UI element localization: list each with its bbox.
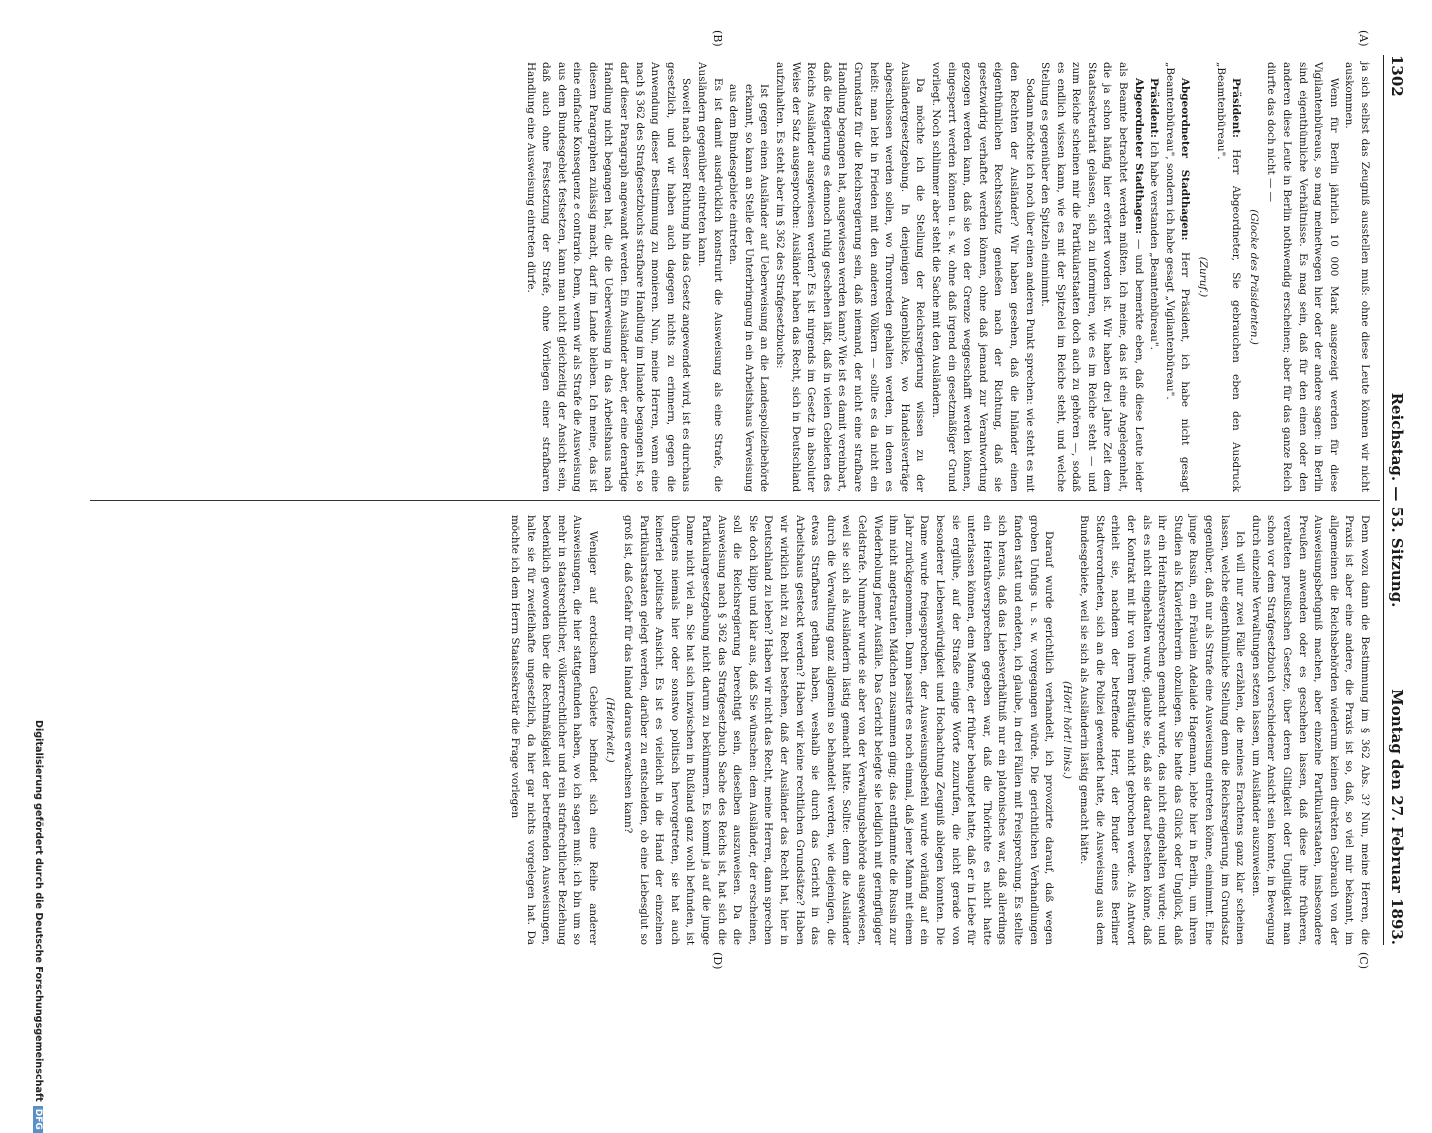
credit-text: Digitalisierung gefördert durch die Deutsche Forschungsgemeinschaft xyxy=(33,720,44,1102)
session-date: Montag den 27. Februar 1893. xyxy=(1388,689,1406,945)
paragraph: Darauf wurde gerichtlich verhandelt, ich provozirte darauf, daß wegen groben Unfugs u. s. w. vorgegangen würde. Die gerichtlichen Verhandlungen fanden statt und endeten, ich glaube, in drei Fällen mit Freisprechung. Es stellte sich heraus, daß das Liebesverhältniß nur ein platonisches war, daß allerdings ein Heirathsversprechen gegeben war, daß die Thörichte es nicht hatte unterlassen können, dem Manne, der früher behauptet hatte, daß er in Liebe für sie erglühe, auf der Straße einige Worte zuzurufen, die nicht gerade von besonderer Liebenswürdigkeit und Hochachtung Zeugniß ablegen konnten. Die Dame wurde freigesprochen, der Ausweisungsbefehl wurde vorläufig auf ein Jahr zurückgenommen. Dann passirte es noch einmal, daß jener Mann mit einem ihm nicht angetrauten Mädchen zusammen ging; das entflammte die Russin zur Wiederholung jener Ausfälle. Das Gericht belegte sie lediglich mit geringfügiger Geldstrafe. Nunmehr wurde sie aber von der Verwaltungsbehörde ausgewiesen, weil sie sich als Ausländerin lästig gemacht hätte. Sollte: denn die Ausländer durch die Verwaltung ganz allgemein so behandelt werden, wie diejenigen, die etwas Strafbares gethan haben, weshalb sie durch das Gericht in das Arbeitshaus gesteckt werden? Haben wir keine rechtlichen Grundsätze? Haben wir wirklich nicht zu Recht bestehen, daß der Ausländer das Recht hat, hier in Deutschland zu leben? Haben wir nicht das Recht, meine Herren, dann sprechen Sie doch klipp und klar aus, daß Sie wünschen: dem Ausländer, der erscheinen, soll die Reichsregierung berechtigt sein, dieselben auszuweisen. Da die Ausweisung nach § 362 das Strafgesetzbuch Sache des Reichs ist, hat sich die Partikulargesetzgebung nicht darum zu bekümmern. Es kommt ja auf die junge Dame nicht viel an. Sie hat sich inzwischen in Rußland ganz wohl befunden, ist übrigens niemals hier oder sonstwo politisch hervorgetreten, sie hat auch keinerlei politische Ansicht. Es ist es vielleicht in die Hand der einzelnen Partikularstaaten gelegt werden, darüber zu entscheiden, ob eine Liebesglut so groß ist, daß Gefahr für das Inland daraus erwachsen kann? xyxy=(622,515,1056,945)
left-column xyxy=(522,62,1372,492)
speaker-name: Abgeordneter Stadthagen: xyxy=(1132,78,1145,234)
session-title: Reichstag. — 53. Sitzung. xyxy=(1388,392,1406,608)
page-number: 1302 xyxy=(1388,55,1406,97)
paragraph: Weniger auf erotischem Gebiete befindet sich eine Reihe anderer Ausweisungen, die hier stattgefunden haben, wo ich sagen muß: ich bin um so mehr in staatsrechtlicher, völkerrechtlicher und rein strafrechtlicher Beziehung bedenklich geworden über die Rechtmäßigkeit der betreffenden Ausweisungen, halte sie für zweifelhafte ungesetzlich, da hier gar nichts vorgelegen hat. Da möchte ich dem Herrn Staatssekretär die Frage vorlegen xyxy=(508,515,599,945)
paragraph: Es ist damit ausdrücklich konstruirt die Ausweisung als eine Strafe, die Ausländern gegenüber eintreten kann. xyxy=(696,62,724,492)
margin-marker-a: (A) xyxy=(1357,30,1370,47)
speaker-name: Abgeordneter Stadthagen: xyxy=(1179,78,1192,241)
speaker-name: Präsident: xyxy=(1148,78,1161,138)
speech-paragraph xyxy=(1161,62,1192,492)
margin-marker-b: (B) xyxy=(711,30,724,47)
speech-text: Herr Präsident, ich habe nicht gesagt „Beamtenbüreau", sondern ich habe gesagt „Vigilantenbüreau". xyxy=(1163,62,1192,492)
speech-paragraph xyxy=(1146,62,1162,492)
dfg-logo: DFG xyxy=(33,1106,43,1133)
stage-direction: (Zuruf.) xyxy=(1197,256,1210,298)
paragraph: Ich will nur zwei Fälle erzählen, die meines Erachtens ganz klar scheinen lassen, welche eigenthümliche Stellung denn die Reichsregierung, im Grundsatz gegenüber, daß nur als Strafe eine Ausweisung eintreten könne, einnimmt. Eine junge Russin, ein Fräulein Adelaide Hagemann, lebte hier in Berlin, um ihren Studien als Klavierlehrerin obzuliegen. Sie hatte das Glück oder Unglück, daß ihr ein Heirathsversprechen gemacht wurde, das nicht eingehalten wurde; und als es nicht eingehalten wurde, glaubte sie, daß sie darauf bestehen könne, daß der Kontrakt mit ihr von ihrem Bräutigam nicht gebrochen werde. Als Antwort erhielt sie, nachdem der betreffende Herr, der Bruder eines Berliner Stadtverordneten, sich an die Polizei gewendet hatte, die Ausweisung aus dem Bundesgebiete, weil sie sich als Ausländerin lästig gemacht hätte. xyxy=(1078,515,1247,945)
digitization-credit xyxy=(33,720,44,1130)
paragraph: ja sich selbst das Zeugniß ausstellen muß: ohne diese Leute können wir nicht auskommen. xyxy=(1343,62,1371,492)
paragraph: Sodann möchte ich noch über einen anderen Punkt sprechen: wie steht es mit den Rechten der Ausländer? Wir haben gesehen, daß die Inländer einen eigenthümlichen Rechtsschutz genießen nach der Richtung, daß sie gesetzwidrig verhaftet werden können, ohne daß jemand zur Verantwortung gezogen werden kann, daß sie von der Grenze weggeschafft werden können, eingesperrt werden können u. s. w. ohne daß irgend ein gesetzmäßiger Grund vorliegt. Noch schlimmer aber steht die Sache mit den Ausländern. xyxy=(929,62,1036,492)
column-divider xyxy=(90,500,1380,501)
margin-marker-d: (D) xyxy=(711,952,724,970)
paragraph: Denn wozu dann die Bestimmung im § 362 Abs. 3? Nun, meine Herren, die Praxis ist aber eine andere, die Praxis ist so, daß, so viel mir bekannt, im allgemeinen die Reichsbehörden wiederum keinen direkten Gebrauch von der Ausweisungsbefugniß machen, aber einzelne Partikularstaaten, insbesondere Preußen anwenden oder es geschehen lassen, daß diese ihre früheren, veralteten preußischen Gesetze, über deren Giltigkeit oder Ungiltigkeit man schon vor dem Strafgesetzbuch verschiedener Ansicht sein konnte, in Bewegung durch einzelne Verwaltungen setzen lassen, um Ausländer auszuweisen. xyxy=(1249,515,1371,945)
speech-text: Ich habe verstanden „Beamtenbüreau". xyxy=(1148,141,1161,350)
speech-paragraph xyxy=(1212,62,1243,492)
paragraph: Wenn für Berlin jährlich 10 000 Mark ausgezeigt werden für diese Vigilantenbüreaus, so mag meinetwegen hier oder der andere sagen: in Berlin sind eigenthümliche Verhältnisse. Es mag sein, daß für den einen oder den anderen diese Leute in Berlin nothwendig erscheinen; aber für das ganze Reich dürfte das doch nicht — — xyxy=(1265,62,1340,492)
paragraph: Soweit nach dieser Richtung hin das Gesetz angewendet wird, ist es durchaus gesetzlich, und wir haben auch dagegen nichts zu erinnern, gegen die Anwendung dieser Bestimmung zu monieren. Nun, meine Herren, wenn eine nach § 362 des Strafgesetzbuchs strafbare Handlung im Inlande begangen ist, so darf dieser Paragraph angewandt werden. Ein Ausländer aber, der eine derartige Handlung nicht begangen hat, die die Ueberweisung in das Arbeitshaus nach diesem Paragraphen zulässig macht, darf im Lande bleiben. Ich meine, das ist eine einfache Konsequenz e contrario. Denn, wenn wir als Strafe die Ausweisung aus dem Bundesgebiet festsetzen, kann man nicht gleichzeitig der Ansicht sein, daß auch ohne Festsetzung der Strafe, ohne Vorliegen einer strafbaren Handlung eine Ausweisung eintreten dürfe. xyxy=(524,62,693,492)
speech-text: — und bemerkte eben, daß diese Leute leider als Beamte betrachtet werden müßten. Ich meine, das ist eine Angelegenheit, die ja schon häufig hier erörtert worden ist. Wir haben drei Jahre Zeit dem Staatssekretariat gelassen, sich zu informiren, wie es im Reiche steht — und zum Reiche scheinen mir die Partikularstaaten doch auch zu gehören —, sodaß es endlich wissen kann, wie es mit der Spitzelei im Reiche steht, und welche Stellung es gegenüber den Spitzeln einnimmt. xyxy=(1039,62,1145,493)
right-column xyxy=(506,515,1372,945)
header-rule xyxy=(1383,55,1384,945)
speech-paragraph xyxy=(1037,62,1146,492)
speech-text: Herr Abgeordneter, Sie gebrauchen eben den Ausdruck „Beamtenbüreau". xyxy=(1214,62,1243,492)
stage-direction: (Hört! hört! links.) xyxy=(1060,681,1073,779)
margin-marker-c: (C) xyxy=(1357,952,1370,969)
quoted-law-text: Ist gegen einen Ausländer auf Ueberweisung an die Landespolizeibehörde erkannt, so kann an Stelle der Unterbringung in ein Arbeitshaus Verweisung aus dem Bundesgebiete eintreten. xyxy=(727,84,771,492)
speaker-name: Präsident: xyxy=(1230,78,1243,138)
page-header xyxy=(1374,55,1414,945)
stage-direction: (Heiterkeit.) xyxy=(604,697,617,763)
stage-direction: (Glocke des Präsidenten.) xyxy=(1247,209,1260,345)
paragraph: Da möchte ich die Stellung der Reichsregierung wissen zu der Ausländergesetzgebung. In denjenigen Augenblicke, wo Handelsverträge abgeschlossen werden sollen, wo Thronreden gehalten werden, in denen es heißt: man lebt in Frieden mit den anderen Völkern — sollte es da nicht ein Grundsatz für die Reichsregierung sein, daß niemand, der nicht eine strafbare Handlung begangen hat, ausgewiesen werden kann? Wie ist es damit vereinbart, daß die Regierung es dennoch ruhig geschehen läßt, daß in vielen Gebieten des Reichs Ausländer ausgewiesen werden? Es ist nirgends im Gesetz in absoluter Weise der Satz ausgesprochen: Ausländer haben das Recht, sich in Deutschland aufzuhalten. Es steht aber im § 362 des Strafgesetzbuchs: xyxy=(774,62,927,492)
